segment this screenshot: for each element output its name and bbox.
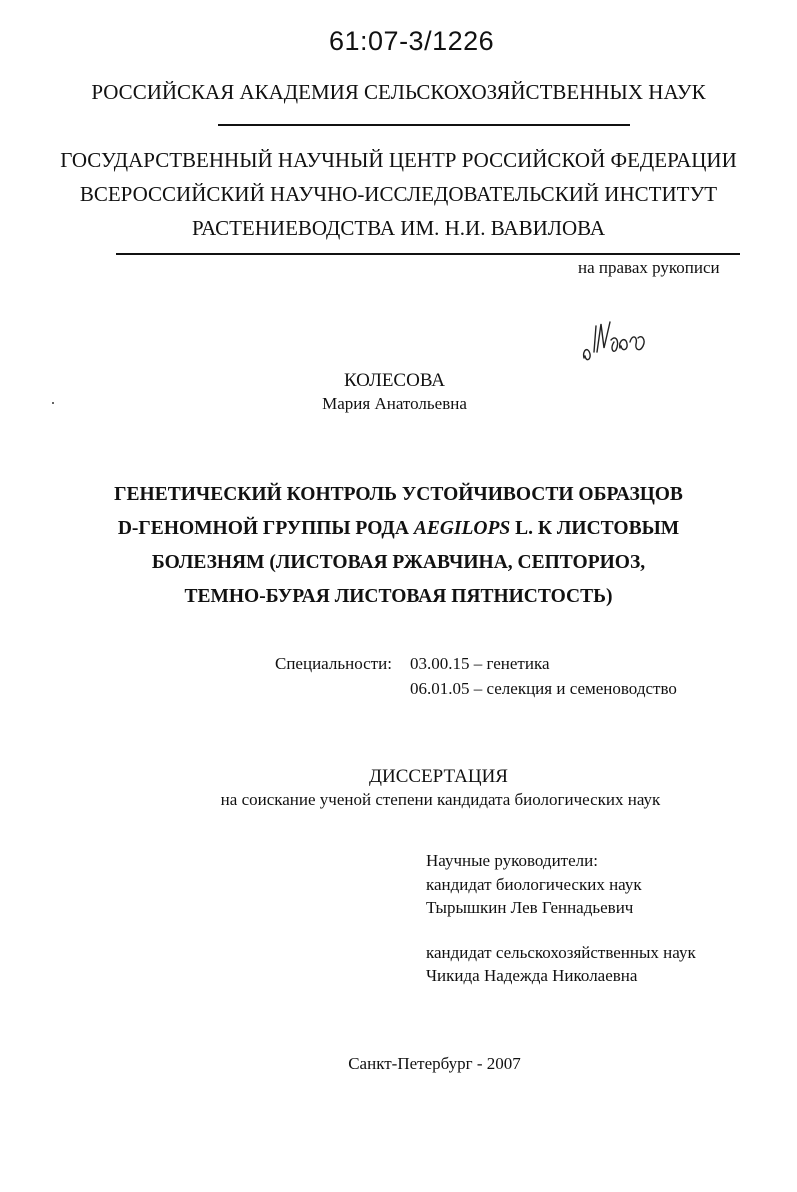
specialty-first: 03.00.15 – генетика: [410, 654, 550, 673]
author-given-names: Мария Анатольевна: [322, 394, 467, 413]
header-divider-long: [116, 253, 740, 255]
specialty-second: 06.01.05 – селекция и семеноводство: [410, 679, 677, 698]
author-surname: КОЛЕСОВА: [343, 370, 446, 391]
title-line-2-end: L. К ЛИСТОВЫМ: [510, 518, 680, 539]
specialties-label: Специальности:: [275, 654, 392, 673]
supervisors-label: Научные руководители:: [426, 851, 598, 870]
header-divider-short: [218, 124, 630, 126]
handwritten-signature: [580, 312, 650, 366]
title-line-3: БОЛЕЗНЯМ (ЛИСТОВАЯ РЖАВЧИНА, СЕПТОРИОЗ,: [151, 552, 646, 573]
dissertation-heading: ДИССЕРТАЦИЯ: [369, 766, 508, 787]
title-genus: AEGILOPS: [413, 518, 511, 539]
supervisor-1-degree: кандидат биологических наук: [426, 875, 642, 894]
title-line-2: [0, 518, 797, 540]
title-line-2-start: D-ГЕНОМНОЙ ГРУППЫ РОДА: [117, 518, 414, 539]
center-line-2: ВСЕРОССИЙСКИЙ НАУЧНО-ИССЛЕДОВАТЕЛЬСКИЙ ИНСТИТУТ: [79, 182, 718, 206]
supervisor-2-name: Чикида Надежда Николаевна: [426, 966, 638, 985]
dissertation-degree: на соискание ученой степени кандидата биологических наук: [220, 790, 661, 809]
center-line-3: РАСТЕНИЕВОДСТВА ИМ. Н.И. ВАВИЛОВА: [191, 216, 606, 240]
title-line-1: ГЕНЕТИЧЕСКИЙ КОНТРОЛЬ УСТОЙЧИВОСТИ ОБРАЗЦОВ: [114, 484, 683, 505]
academy-name: РОССИЙСКАЯ АКАДЕМИЯ СЕЛЬСКОХОЗЯЙСТВЕННЫХ НАУК: [91, 80, 706, 104]
title-line-4: ТЕМНО-БУРАЯ ЛИСТОВАЯ ПЯТНИСТОСТЬ): [184, 586, 613, 607]
scan-speck: [52, 402, 54, 404]
archive-code: 61:07-3/1226: [329, 26, 495, 56]
supervisor-2-degree: кандидат сельскохозяйственных наук: [426, 943, 696, 962]
center-line-1: ГОСУДАРСТВЕННЫЙ НАУЧНЫЙ ЦЕНТР РОССИЙСКОЙ ФЕДЕРАЦИИ: [60, 148, 737, 172]
supervisor-1-name: Тырышкин Лев Геннадьевич: [426, 898, 634, 917]
place-year: Санкт-Петербург - 2007: [348, 1054, 521, 1073]
manuscript-note: на правах рукописи: [578, 258, 720, 277]
